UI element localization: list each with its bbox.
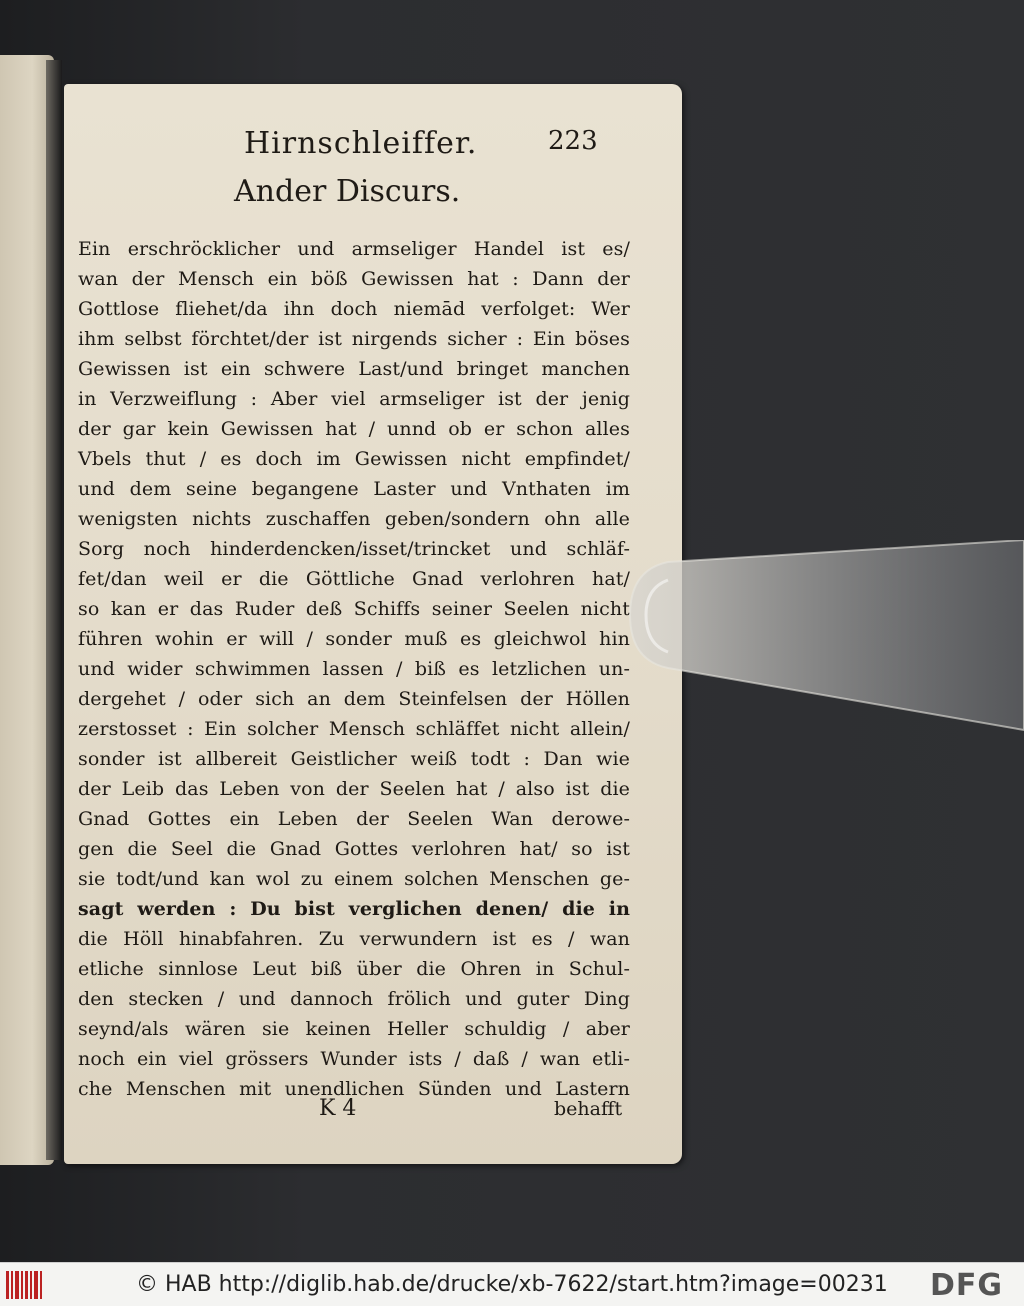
body-text: [78, 234, 630, 1104]
text-line: wenigsten nichts zuschaffen geben/sondern ohn alle: [78, 508, 630, 530]
text-line: den stecken / und dannoch frölich und guter Ding: [78, 988, 630, 1010]
page-holder-strip: [620, 540, 1024, 740]
text-line: ihm selbst förchtet/der ist nirgends sicher : Ein böses: [78, 328, 630, 350]
text-line: in Verzweiflung : Aber viel armseliger ist der jenig: [78, 388, 630, 410]
text-line: und wider schwimmen lassen / biß es letzlichen un-: [78, 658, 630, 680]
text-line: Gottlose fliehet/da ihn doch niemād verfolget: Wer: [78, 298, 630, 320]
page-number: 223: [548, 126, 598, 156]
catchword: behafft: [554, 1098, 623, 1120]
text-line: führen wohin er will / sonder muß es gleichwol hin: [78, 628, 630, 650]
text-line: und dem seine begangene Laster und Vnthaten im: [78, 478, 630, 500]
text-line: seynd/als wären sie keinen Heller schuldig / aber: [78, 1018, 630, 1040]
text-line: sagt werden : Du bist verglichen denen/ die in: [78, 898, 630, 920]
copyright-link[interactable]: © HAB http://diglib.hab.de/drucke/xb-7622/start.htm?image=00231: [136, 1272, 888, 1297]
transparent-strip-icon: [620, 540, 1024, 740]
text-line: die Höll hinabfahren. Zu verwundern ist es / wan: [78, 928, 630, 950]
book-gutter: [46, 60, 62, 1160]
text-line: Vbels thut / es doch im Gewissen nicht empfindet/: [78, 448, 630, 470]
text-line: so kan er das Ruder deß Schiffs seiner Seelen nicht: [78, 598, 630, 620]
text-line: der gar kein Gewissen hat / unnd ob er schon alles: [78, 418, 630, 440]
text-line: noch ein viel grössers Wunder ists / daß / wan etli-: [78, 1048, 630, 1070]
text-line: gen die Seel die Gnad Gottes verlohren hat/ so ist: [78, 838, 630, 860]
footer-bar: [0, 1262, 1024, 1306]
text-line: sonder ist allbereit Geistlicher weiß todt : Dan wie: [78, 748, 630, 770]
text-line: Ein erschröcklicher und armseliger Handel ist es/: [78, 238, 630, 260]
book-page: [64, 84, 682, 1164]
text-line: che Menschen mit unendlichen Sünden und Lastern: [78, 1078, 630, 1100]
text-line: Sorg noch hinderdencken/isset/trincket und schläf-: [78, 538, 630, 560]
text-line: fet/dan weil er die Göttliche Gnad verlohren hat/: [78, 568, 630, 590]
text-line: zerstosset : Ein solcher Mensch schläffet nicht allein/: [78, 718, 630, 740]
barcode-icon: [6, 1269, 46, 1301]
signature-mark: K 4: [319, 1096, 357, 1121]
running-title: Hirnschleiffer.: [244, 126, 478, 161]
text-line: etliche sinnlose Leut biß über die Ohren in Schul-: [78, 958, 630, 980]
text-line: Gnad Gottes ein Leben der Seelen Wan derowe-: [78, 808, 630, 830]
text-line: dergehet / oder sich an dem Steinfelsen der Höllen: [78, 688, 630, 710]
dfg-logo: DFG: [930, 1268, 1004, 1303]
text-line: wan der Mensch ein böß Gewissen hat : Dann der: [78, 268, 630, 290]
section-title: Ander Discurs.: [234, 174, 461, 209]
text-line: Gewissen ist ein schwere Last/und bringet manchen: [78, 358, 630, 380]
text-line: der Leib das Leben von der Seelen hat / also ist die: [78, 778, 630, 800]
text-line: sie todt/und kan wol zu einem solchen Menschen ge-: [78, 868, 630, 890]
